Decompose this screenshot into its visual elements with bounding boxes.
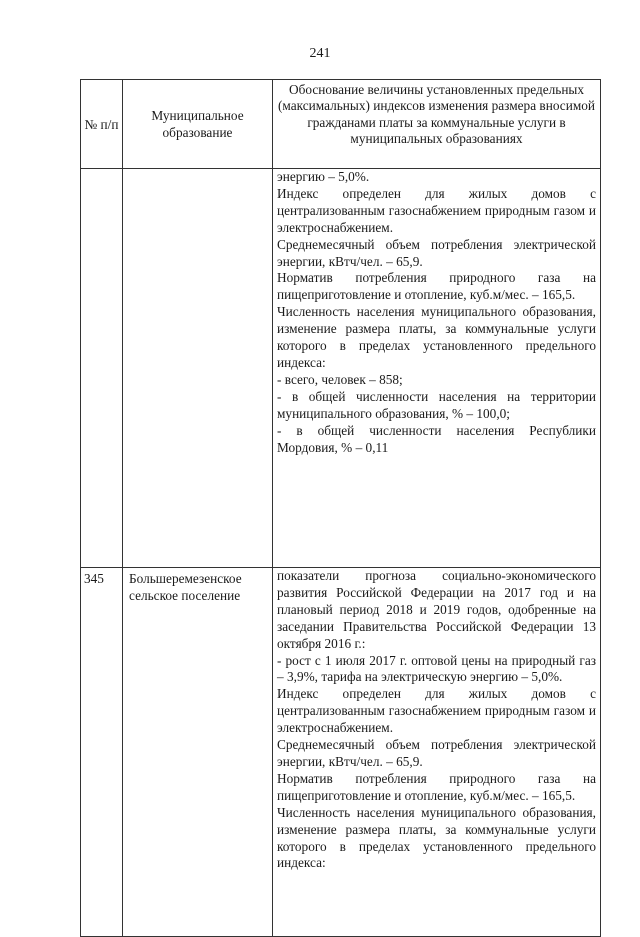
basis-paragraph: Среднемесячный объем потребления электрической энергии, кВтч/чел. – 65,9. bbox=[277, 236, 596, 269]
row-basis-text bbox=[273, 169, 601, 568]
basis-paragraph: Норматив потребления природного газа на пищеприготовление и отопление, куб.м/мес. – 165,5. bbox=[277, 770, 596, 803]
header-basis: Обоснование величины установленных предельных (максимальных) индексов изменения размера вносимой гражданами платы за коммунальные услуги в муниципальных образованиях bbox=[273, 80, 601, 169]
page-number: 241 bbox=[309, 46, 331, 61]
basis-paragraph: Численность населения муниципального образования, изменение размера платы, за коммунальные услуги которого в пределах установленного предельного индекса: bbox=[277, 804, 596, 871]
basis-paragraph: Норматив потребления природного газа на пищеприготовление и отопление, куб.м/мес. – 165,5. bbox=[277, 270, 596, 303]
basis-paragraph: - в общей численности населения на территории муниципального образования, % – 100,0; bbox=[277, 388, 596, 421]
row-basis-text bbox=[273, 568, 601, 937]
header-number: № п/п bbox=[81, 80, 123, 169]
basis-paragraph: Индекс определен для жилых домов с централизованным газоснабжением природным газом и электроснабжением. bbox=[277, 686, 596, 736]
basis-paragraph: энергию – 5,0%. bbox=[277, 169, 370, 184]
basis-paragraph: Индекс определен для жилых домов с централизованным газоснабжением природным газом и электроснабжением. bbox=[277, 185, 596, 235]
basis-paragraph: Численность населения муниципального образования, изменение размера платы, за коммунальные услуги которого в пределах установленного предельного индекса: bbox=[277, 304, 596, 370]
table-row bbox=[81, 568, 601, 937]
table-header-row bbox=[81, 80, 601, 169]
basis-paragraph: - рост с 1 июля 2017 г. оптовой цены на природный газ – 3,9%, тарифа на электрическую энергию – 5,0%. bbox=[277, 652, 596, 685]
basis-paragraph: - всего, человек – 858; bbox=[277, 371, 403, 387]
row-municipality bbox=[123, 169, 273, 568]
basis-paragraph: Среднемесячный объем потребления электрической энергии, кВтч/чел. – 65,9. bbox=[277, 737, 596, 769]
basis-paragraph: показатели прогноза социально-экономического развития Российской Федерации на 2017 год и на плановый период 2018 и 2019 годов, одобренные на заседании Правительства Российской Федерации 13 октября 2016 г.: bbox=[277, 568, 596, 651]
row-number bbox=[81, 169, 123, 568]
row-number: 345 bbox=[81, 568, 123, 937]
basis-paragraph: - в общей численности населения Республики Мордовия, % – 0,11 bbox=[277, 422, 596, 455]
header-municipality: Муниципальное образование bbox=[123, 80, 273, 169]
row-municipality: Большеремезенское сельское поселение bbox=[123, 568, 273, 937]
table-row bbox=[81, 169, 601, 568]
document-table bbox=[80, 79, 601, 937]
